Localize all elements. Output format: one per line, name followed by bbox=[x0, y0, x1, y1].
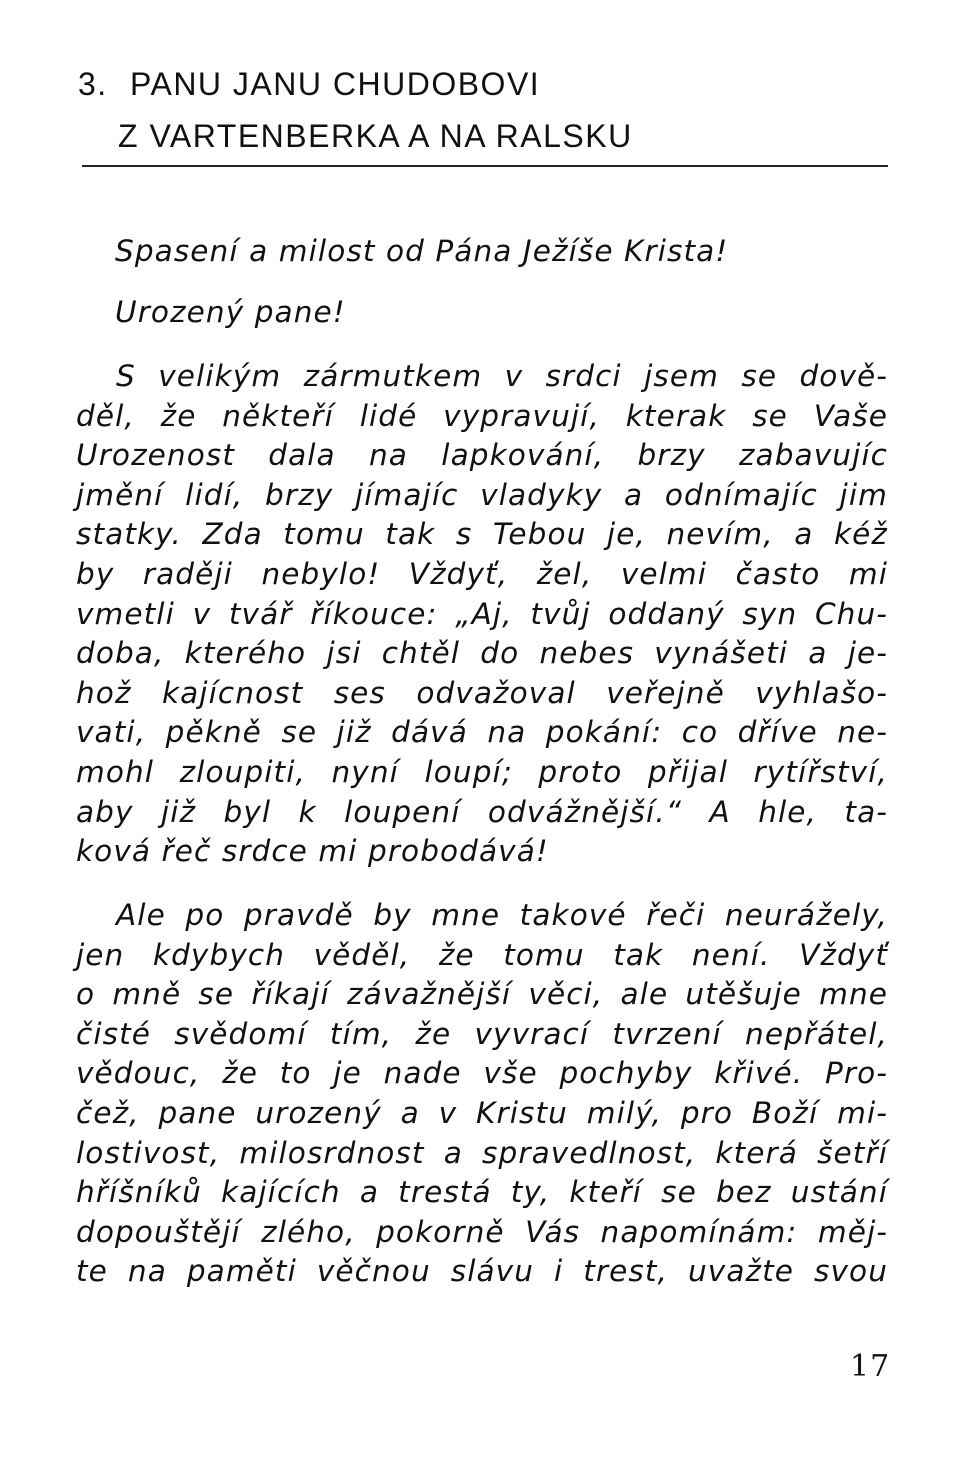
text-line: čisté svědomí tím, že vyvrací tvrzení nepřátel, bbox=[76, 1016, 888, 1051]
paragraph-1 bbox=[76, 357, 888, 872]
chapter-number: 3. bbox=[78, 66, 108, 102]
text-line: te na paměti věčnou slávu i trest, uvažte svou bbox=[76, 1254, 888, 1289]
text-line: vědouc, že to je nade vše pochyby křivé. Pro- bbox=[76, 1056, 888, 1091]
chapter-title-line-2: Z VARTENBERKA A NA RALSKU bbox=[118, 118, 633, 154]
text-line: jmění lidí, brzy jímajíc vladyky a odnímajíc jim bbox=[76, 477, 888, 512]
text-line: Urozenost dala na lapkování, brzy zabavujíc bbox=[76, 438, 888, 473]
text-line: by raději nebylo! Vždyť, žel, velmi často mi bbox=[76, 556, 888, 591]
paragraph-2 bbox=[76, 896, 888, 1292]
text-line: S velikým zármutkem v srdci jsem se dově- bbox=[116, 359, 888, 393]
text-line: aby již byl k loupení odvážnější.“ A hle, ta- bbox=[76, 794, 888, 829]
text-line: statky. Zda tomu tak s Tebou je, nevím, a kéž bbox=[76, 517, 888, 552]
text-line: čež, pane urozený a v Kristu milý, pro Boží mi- bbox=[76, 1095, 888, 1130]
heading-divider bbox=[82, 165, 888, 167]
text-line: hříšníků kajících a trestá ty, kteří se bez ustání bbox=[76, 1175, 888, 1210]
text-line: lostivost, milosrdnost a spravedlnost, která šetří bbox=[76, 1135, 888, 1170]
text-line: vati, pěkně se již dává na pokání: co dříve ne- bbox=[76, 715, 888, 750]
text-line: hož kajícnost ses odvažoval veřejně vyhlašo- bbox=[76, 675, 888, 710]
text-line: doba, kterého jsi chtěl do nebes vynášeti a je- bbox=[76, 636, 888, 671]
text-line: mohl zloupiti, nyní loupí; proto přijal rytířství, bbox=[76, 754, 888, 789]
greeting-line: Spasení a milost od Pána Ježíše Krista! bbox=[115, 234, 729, 268]
text-line: vmetli v tvář říkouce: „Aj, tvůj oddaný syn Chu- bbox=[76, 596, 888, 631]
salutation-line: Urozený pane! bbox=[115, 295, 346, 329]
text-line: ková řeč srdce mi probodává! bbox=[76, 834, 549, 869]
text-line: o mně se říkají závažnější věci, ale utěšuje mne bbox=[76, 977, 888, 1012]
chapter-heading bbox=[78, 58, 898, 162]
text-line: dopouštějí zlého, pokorně Vás napomínám: měj- bbox=[76, 1214, 888, 1249]
chapter-heading-line-1 bbox=[78, 58, 898, 110]
page-number: 17 bbox=[850, 1349, 891, 1384]
chapter-title-line-1: PANU JANU CHUDOBOVI bbox=[130, 66, 541, 102]
text-line: děl, že někteří lidé vypravují, kterak se Vaše bbox=[76, 398, 888, 433]
text-line: Ale po pravdě by mne takové řeči neurážely, bbox=[116, 898, 888, 932]
text-line: jen kdybych věděl, že tomu tak není. Vždyť bbox=[76, 937, 888, 972]
